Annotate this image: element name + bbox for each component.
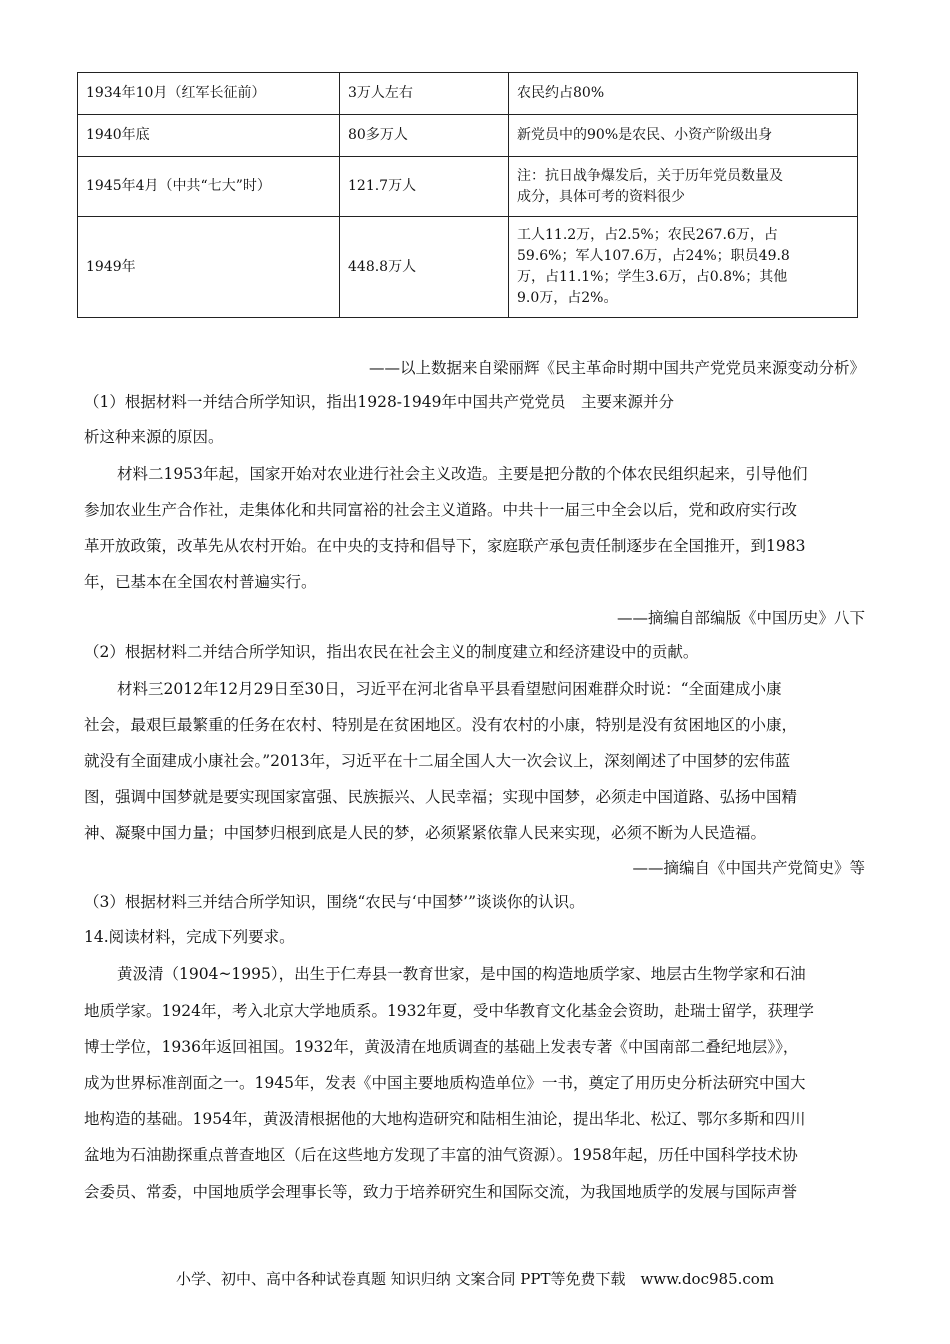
note-line: 59.6%；军人107.6万，占24%；职员49.8: [517, 248, 790, 264]
note-line: 万，占11.1%；学生3.6万，占0.8%；其他: [517, 269, 788, 285]
material-2-line: 材料二1953年起，国家开始对农业进行社会主义改造。主要是把分散的个体农民组织起来，引导他们: [117, 465, 808, 483]
table-cell-period: 1949年: [78, 217, 340, 318]
note-line: 9.0万，占2%。: [517, 290, 618, 306]
material-3-line: 神、凝聚中国力量；中国梦归根到底是人民的梦，必须紧紧依靠人民来实现，必须不断为人民造福。: [84, 824, 767, 842]
table-cell-note: [509, 157, 858, 217]
table-row: [78, 157, 858, 217]
question-14-paragraph-line: 成为世界标准剖面之一。1945年，发表《中国主要地质构造单位》一书，奠定了用历史分析法研究中国大: [84, 1074, 806, 1092]
table-cell-note: 农民约占80%: [509, 73, 858, 115]
table-cell-count: 448.8万人: [340, 217, 509, 318]
footer-link[interactable]: 小学、初中、高中各种试卷真题 知识归纳 文案合同 PPT等免费下载 www.doc985.com: [175, 1270, 775, 1288]
material-2-line: 参加农业生产合作社，走集体化和共同富裕的社会主义道路。中共十一届三中全会以后，党和政府实行改: [84, 501, 798, 519]
table-cell-count: 3万人左右: [340, 73, 509, 115]
question-1-line: （1）根据材料一并结合所学知识，指出1928-1949年中国共产党党员 主要来源并分: [84, 393, 674, 411]
material-3-line: 就没有全面建成小康社会。”2013年，习近平在十二届全国人大一次会议上，深刻阐述了中国梦的宏伟蓝: [84, 752, 791, 770]
source-citation-1: ——以上数据来自梁丽辉《民主革命时期中国共产党党员来源变动分析》: [368, 359, 865, 377]
question-14-paragraph-line: 地质学家。1924年，考入北京大学地质系。1932年夏，受中华教育文化基金会资助，赴瑞士留学，获理学: [84, 1002, 814, 1020]
source-citation-2: ——摘编自部编版《中国历史》八下: [616, 609, 865, 627]
table-cell-period: 1934年10月（红军长征前）: [78, 73, 340, 115]
question-3: （3）根据材料三并结合所学知识，围绕“农民与‘中国梦’”谈谈你的认识。: [84, 893, 585, 911]
party-member-table: [77, 72, 858, 318]
question-14-paragraph-line: 黄汲清（1904~1995），出生于仁寿县一教育世家，是中国的构造地质学家、地层古生物学家和石油: [117, 965, 806, 983]
question-14-paragraph-line: 博士学位，1936年返回祖国。1932年，黄汲清在地质调查的基础上发表专著《中国南部二叠纪地层》》，: [84, 1038, 799, 1056]
material-2-line: 革开放政策，改革先从农村开始。在中央的支持和倡导下，家庭联产承包责任制逐步在全国推开，到1983: [84, 537, 806, 555]
question-14-paragraph-line: 盆地为石油勘探重点普查地区（后在这些地方发现了丰富的油气资源）。1958年起，历任中国科学技术协: [84, 1146, 798, 1164]
table-cell-note: [509, 217, 858, 318]
material-3-line: 图，强调中国梦就是要实现国家富强、民族振兴、人民幸福；实现中国梦，必须走中国道路、弘扬中国精: [84, 788, 798, 806]
material-3-line: 材料三2012年12月29日至30日，习近平在河北省阜平县看望慰问困难群众时说：“全面建成小康: [117, 680, 782, 698]
table-row: [78, 217, 858, 318]
material-2-line: 年，已基本在全国农村普遍实行。: [84, 573, 317, 591]
question-2: （2）根据材料二并结合所学知识，指出农民在社会主义的制度建立和经济建设中的贡献。: [84, 643, 699, 661]
question-14-heading: 14.阅读材料，完成下列要求。: [84, 928, 295, 946]
table-cell-note: 新党员中的90%是农民、小资产阶级出身: [509, 115, 858, 157]
note-line: 工人11.2万，占2.5%；农民267.6万，占: [517, 227, 778, 243]
question-14-paragraph-line: 会委员、常委，中国地质学会理事长等，致力于培养研究生和国际交流，为我国地质学的发展与国际声誉: [84, 1183, 798, 1201]
question-14-paragraph-line: 地构造的基础。1954年，黄汲清根据他的大地构造研究和陆相生油论，提出华北、松辽、鄂尔多斯和四川: [84, 1110, 806, 1128]
table-cell-period: 1940年底: [78, 115, 340, 157]
table-cell-count: 80多万人: [340, 115, 509, 157]
source-citation-3: ——摘编自《中国共产党简史》等: [632, 859, 865, 877]
material-3-line: 社会，最艰巨最繁重的任务在农村、特别是在贫困地区。没有农村的小康，特别是没有贫困地区的小康，: [84, 716, 798, 734]
note-line: 注：抗日战争爆发后，关于历年党员数量及: [517, 167, 783, 184]
table-cell-count: 121.7万人: [340, 157, 509, 217]
table-row: [78, 115, 858, 157]
question-1-line: 析这种来源的原因。: [84, 428, 224, 446]
table-row: [78, 73, 858, 115]
table-cell-period: 1945年4月（中共“七大”时）: [78, 157, 340, 217]
note-line: 成分，具体可考的资料很少: [517, 188, 685, 205]
